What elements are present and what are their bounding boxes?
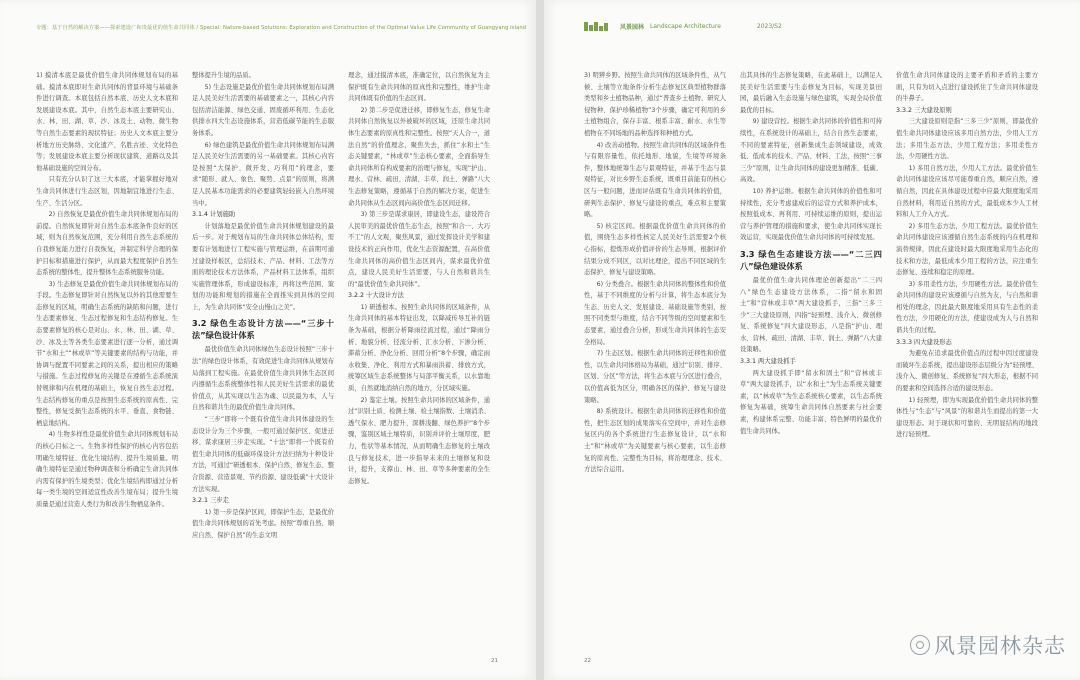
section-heading: 3.1.4 计划施助 <box>192 211 236 219</box>
section-heading: 3.3 绿色生态建设方法——“二三四八”绿色建设体系 <box>740 248 882 271</box>
body-paragraph: 7) 生态区划。根据生命共同体的迁移性和价值性，以生命共同体格局为基础，通过“识别、排序、区划、分区”等方法，将生态本底与分区进行叠合，以价值高低为区分，明确各区的保护、修复与建设策略。 <box>584 350 726 404</box>
right-columns <box>584 70 1038 476</box>
body-paragraph: 最优价值生命共同体绿色生态设计按照“三步十法”的绿色设计体系，有效促进生命共同体从规划布局落到工程实施。在最优价值生命共同体生态区间内遵循生态系统整体性和人民美好生活需求的最优价值点，从其实现以生态为魂、以民最为本，人与自然和谐共生的最优价值生命共同体。 <box>192 346 334 412</box>
body-paragraph: 1) 多用自然方法，少用人工方法。最优价值生命共同体建设应该尽可能尊重自然，顺应自然，遵循自然，因此在具体建设过程中应最大限度地采用自然材料，利用近自然的方式，最低成本少人工材料和人工介入方式。 <box>896 164 1038 219</box>
body-paragraph: 3) 生态修复是最优价值生命共同体规划布局的手段。生态修复即针对自然恢复以外的其他需要生态修复的区域，明确生态系统的缺陷和问题，进行生态要素修复、生态过程修复和生态结构修复。生态要素修复的核心是对山、水、林、田、湖、草、沙、冰及土等各类生态要素进行逐一分析，通过调节“水和土”“林或草”等关键要素的结构与功能，并协调与配置不同要素之间的关系，提出相应的策略与措施。生态过程修复的关键是在遵循生态系统演替规律和内在机理的基础上，恢复自然生态过程。生态结构修复的重点是按照生态系统的原真性、完整性，修复受损生态系统的水平、垂直、食物链、栖息地结构。 <box>36 280 178 427</box>
body-paragraph: 1) 第一步是保护区间，即保护生态，是最优价值生命共同体规划的首先考虑。按照“尊重自然、顺应自然、保护自然”的生态文明 <box>192 508 334 539</box>
body-paragraph: 2) 多用生态方法，少用工程方法。最优价值生命共同体建设应该遵循自然生态系统的内在机理和演替规律，因此在建设时最大限度地采用生态化的技术和方法，最低成本少用工程的方法，应注重生态修复、连续和稳定的原理。 <box>896 222 1038 277</box>
body-paragraph: 5) 生态设施是最优价值生命共同体规划布局满足人民美好生活需要的基础要素之一，其核心内容包括清洁能源、绿色交通、固废循环利用、生态化供排水四大生态设施体系，营造低碳节能的生态服务体系。 <box>192 83 334 137</box>
body-paragraph: 2) 第二步是促进迁移，即修复生态，修复生命共同体自然恢复以外被破坏的区域，还原生命共同体生态要素的原真性和完整性。按照“天人合一，道法自然”的价值理念，聚焦失去，抓住“水和土”生态关键要素，“林或草”生态核心要素，全面指导生命共同体所有构成要素的治理与修复，实现“护山、理水、营林、疏田、清湖、丰草、润土、弹路”八大生态修复策略，遵循基于自然的解决方案，促进生命共同体从生态区间向高价值生态区间迁移。 <box>348 106 490 207</box>
body-paragraph: 1) 研透根本。按照生命共同体的区域条件，从生命共同体的基本特征出发，以降减传导互补的链条为基础，根据分析降雨径流过程，通过“降雨分析、地貌分析、径流分析、汇水分析、下渗分析、滞蓄分析、净化分析、回用分析”8个步骤，确定雨水收集、净化、利用方式和暴雨洪蓄、排放方式，统筹区域生态系统整体与局部平衡关系，以水靠地质，自然就地消纳自然的地方，分区域实施。 <box>348 303 490 393</box>
page-number-right: 22 <box>584 658 591 664</box>
right-column-2 <box>740 70 882 476</box>
body-paragraph: 两大建设抓手即“留水和固土”和“营林或丰草”两大建设抓手，以“水和土”为生态系统关键要素，以“林或草”为生态系统核心要素，以生态系统修复为基础，统筹生命共同体自然要素与社会要素，构建体系完整、功能丰富、特色鲜明的最优价值生命共同体。 <box>740 369 882 435</box>
right-column-3 <box>896 70 1038 476</box>
left-page <box>0 0 536 680</box>
body-paragraph: 4) 改善动植物。按照生命共同体的区域条件性与有限容量性，依托地形、地貌，生境等环境条件，整体地统筹生态与景观特征，并基于生态与景观特征，对比乡野生态系统，既重目前能有的核心区与一般问题，进而评估既有生命共同体的价值，研判生态保护、修复与建设的重点，难点和主要策略。 <box>584 141 726 219</box>
journal-name-en: Landscape Architecture <box>650 23 721 30</box>
journal-name-cn: 风景园林 <box>620 24 645 31</box>
left-columns <box>36 70 490 542</box>
section-heading: 3.3.3 四大建设形态 <box>896 338 952 346</box>
journal-header <box>584 22 782 31</box>
spine-gutter <box>536 0 544 680</box>
body-paragraph: 1) 摸清本底是最优价值生命共同体规划布局的基础。摸清本底即对生命共同体的背景环境与基础条件进行调查。本底包括自然本底、历史人文本底和发展建设本底。其中，自然生态本底主要研究山、水、林、田、湖、草、沙、冰及土、动物、微生物等自然生态要素的现状特征；历史人文本底主要分析地方历史脉络、文化遗产、名胜古迹、文化特色等；发展建设本底主要分析现状建筑、道路以及其他基础设施的空间分布。 <box>36 72 178 172</box>
body-paragraph: 价值生命共同体建设的主要矛盾和矛盾的主要方面，只有为切入点进行建设抓住了生命共同体建设的牛鼻子。 <box>896 72 1038 103</box>
body-paragraph: 为避免在追求最优价值点的过程中因过度建设而破坏生态系统，提出建设形态层级分为“轻预埋、浅介入、微创修复、系统修复”四大形态，根据不同的要素和空间选择合适的建设形态。 <box>896 350 1038 393</box>
issue-number: 2023/S2 <box>756 23 782 30</box>
body-paragraph: 5) 核定区间。根据最优价值生命共同体的价值，围绕生态多样性核定人民美好生活需要2个核心指标，提炼形成价值评价的生态导则，根据评价结果分成不同区，以对比理论，提出不同区域的生态保护、修复与建设策略。 <box>584 222 726 277</box>
watermark <box>910 630 1066 660</box>
body-paragraph: 10) 养护运维。根据生命共同体的价值性和可持续性，充分考虑建成后的运营方式和养护成本，按照低成本、再利用、可持续运维的原则，提出运营与养护管理的措施和要求，使生命共同体实现长效运营，实现最优价值生命共同体的可持续发展。 <box>740 187 882 242</box>
body-paragraph: 1) 轻预埋，即为实现最优价值生命共同体的整体性与“生态”与“风景”的和谐共生而提出的第一大建设形态。对于现状和可靠的、无明显结构的地段进行轻预埋。 <box>896 396 1038 439</box>
body-paragraph: 4) 生物多样性是最优价值生命共同体规划布局的核心目标之一。生物多样性保护的核心内容包括明确生境特征、优化生境结构、提升生境质量。明确生境特征是通过物种调查和分析确定生命共同体内需有保护的生境类型；优化生境结构即通过分析每一类生境的空间适宜性改善生境布局；提升生境质量是通过营造人类行为和改善生物栖息条件。 <box>36 431 178 508</box>
body-paragraph: 三大建设原则是指“三多三少”原则，即最优价值生命共同体建设应该多用自然方法，少用人工方法；多用生态方法，少用工程方法；多用柔性方法，少用硬性方法。 <box>896 118 1038 161</box>
journal-logo-icon <box>584 22 614 31</box>
body-paragraph: 计划落地是最优价值生命共同体规划建设的最后一步。对于规划布局的生命共同体总体结构，需要有计划地进行工程实施与管理运维，在前期可通过建设样板区，总结技术、产品、材料、工法等方面的理论技术方法体系，产品材料工法体系，组织实施管理体系，形成建设标准，再将这些范围、策划的功能和规划的措施在全面推实到具体的空间上，为生命共同体“安全山慢山之美”。 <box>192 222 334 311</box>
body-paragraph: 整体提升生境的品质。 <box>192 72 255 79</box>
wechat-channel-icon <box>910 635 930 655</box>
body-paragraph: 6) 绿色建筑是最优价值生命共同体规划布局满足人民美好生活需要的另一基础要素。其核心内容是按照“大保护、微开发、巧利用”的理念，要求“随形、就人、象色、聚势、点景”的原则，将满足人民基本功能需求的必要建筑轻轻嵌入自然环境当中。 <box>192 141 334 207</box>
body-paragraph: 只有充分认识了这三大本底，才能掌握好地对生命共同体进行生态区划，因地制宜地进行生态、生产、生活分区。 <box>36 176 178 207</box>
left-column-1 <box>36 70 178 542</box>
left-column-2 <box>192 70 334 542</box>
left-column-3 <box>348 70 490 542</box>
section-heading: 3.3.1 两大建设抓手 <box>740 358 796 366</box>
body-paragraph: 理念，通过摸清本底，准确定位，以自然恢复为主保护既有生命共同体的原真性和完整性，维护生命共同体既有价值的生态区间。 <box>348 72 490 103</box>
page-number-left: 21 <box>491 658 498 664</box>
right-column-1 <box>584 70 726 476</box>
body-paragraph: 3) 明辨乡野。按照生命共同体的区域条件性，从气候、土壤等立地条件分析生态修复区典型植物群落类型和乡土植物品种，通过“普查乡土植物、研究人侵物种、保护珍稀植物”3个步骤，确定可利用的乡土植物组合，保存丰富、根系丰富、耐水、水生等植物在不同场地的品种选择和种植方式。 <box>584 72 726 137</box>
body-paragraph: 2) 自然恢复是最优价值生命共同体规划布局的前提。自然恢复即针对自然生态本底条件良好的区域，则为自然恢复范围，充分利用自然生态系统的自我修复能力进行自我恢复，并制定科学合理的保护目标和措施进行保护，从而最大程度保护自然生态系统的整体性，提升整体生态系统服务功能。 <box>36 211 178 277</box>
running-head: 专题：基于自然的解决方案——探索建设广和贵最优的值生命共同体 / Special: Nature-based Solutions: Exploration and Construction of the Optimal Value Life Community of Guangyang Island <box>36 25 527 31</box>
body-paragraph: 最优价值生命共同体理论创新提出“二三四八”绿色生态建设方法体系，二指“留水和固土”和“营林或丰草”两大建设抓手，三指“三多三少”三大建设原则，四指“轻预埋、浅介入、微创修复、系统修复”四大建设形态，八是指“护山、理水、营林、疏田、清湖、丰草、润土、弹路”八大建设策略。 <box>740 276 882 354</box>
body-paragraph: 3) 第三步是谋求康居，即建设生态，建设符合人民审美的最优价值生态生态，按照“和合一、大巧不工”的人文观，聚焦风景，通过发挥设计美学和建设技术的正向作用，优化生态资源配置，在高价值生命共同体的高价值生态区间内，谋求最优价值点，建设人民美好生活需要，与人自然和谐共生的“最优价值生命共同体”。 <box>348 211 490 288</box>
body-paragraph: 3) 多用柔性方法，少用硬性方法。最优价值生命共同体的建设应该遵循与自然为友，与自然和谐相处的理念，因此最大限度地采用具有生态性的柔性方法，少用硬化的方法，使建设成为人与自然和谐共生的过程。 <box>896 280 1038 335</box>
section-heading: 3.2.1 三步走 <box>192 497 229 505</box>
body-paragraph: “三步”即将一个既有价值生命共同体建设的生态设计分为三个步骤，一般可通过保护区、促进迁移、谋求康居三步走实现。“十法”即将一个既有价值生命共同体的低碳环保设计方法归纳为十种设计方法，可通过“研透根本、保护自然、修复生态、整合资源、营造景观、节约资源、建设低碳”十大设计方法实现。 <box>192 416 334 493</box>
section-heading: 3.2 绿色生态设计方法——“三步十法”绿色设计体系 <box>192 318 334 341</box>
body-paragraph: 出其具体的生态修复策略，在此基础上，以满足人民美好生活需要与生态修复为目标，实现美景田园，最后融入生态设施与绿色建筑，实现全局价值最优的目标。 <box>740 72 882 114</box>
body-paragraph: 2) 鉴定土壤。按照生命共同体的区域条件，通过“识别土质、检测土壤、检土壤指数、土壤消杀、透气保水、肥力提升、深耕浅翻、绿色养护”8个步骤，鉴别区域土壤特质，识别并评价土壤厚度，肥力，性状等基本情况，从而明确生态修复的土壤改良与修复技术，进一步指导未来的土壤修复和设计，提升，支撑山、林、田、草等多种要素的全生态修复。 <box>348 396 490 485</box>
watermark-text: 风景园林杂志 <box>934 634 1066 658</box>
body-paragraph: 6) 分类叠合。根据生命共同体的整体性和价值性，基于不同维度的分析与计算，将生态本底分为生态、历史人文、发展建设、基础设施等类别，按照不同类型与维度，结合不同等级的空间要素和生态要素，通过叠合分析，形成生命共同体的生态安全格局。 <box>584 280 726 346</box>
right-page <box>544 0 1080 680</box>
body-paragraph: 9) 建设营控。根据生命共同体的价值性和可持续性，在系统设计的基础上，结合自然生态要素，不同的要素特征，创新集成生态领域建设，成效低、低成本的技术、产品、材料、工法，按照“三事三少”原则，让生命共同体的建设更加精准、低碳、高效。 <box>740 118 882 184</box>
section-heading: 3.3.2 三大建设原则 <box>896 106 952 114</box>
section-heading: 3.2.2 十大设计方法 <box>348 292 404 300</box>
body-paragraph: 8) 系统设计。根据生命共同体的迁移性和价值性，把生态区划的成果落实在空间中，并对生态修复区内的各个系统进行生态修复设计，以“水和土”和“林或草”为关键要素与核心要素，以生态修复的原真性、完整性为目标，将治理理念、技术、方法综合运用。 <box>584 408 726 474</box>
